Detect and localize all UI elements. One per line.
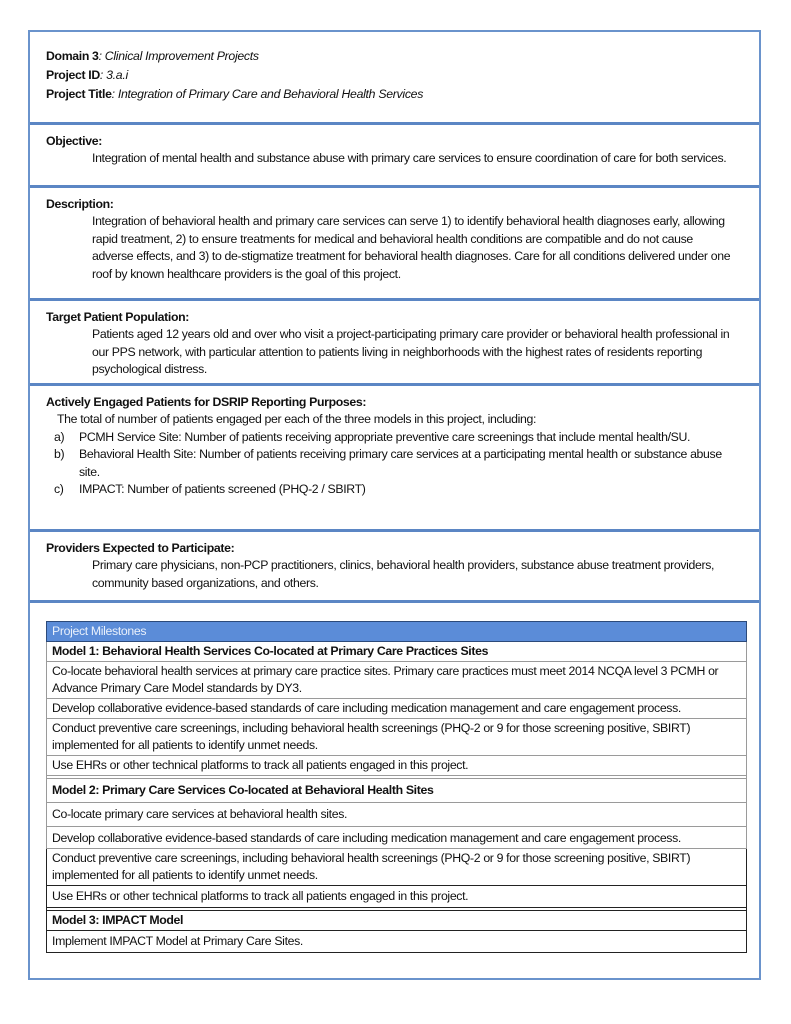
objective-body: Integration of mental health and substance abuse with primary care services to ensure coordination of care for both services. (92, 151, 727, 165)
project-title-value: Integration of Primary Care and Behavioral Health Services (117, 87, 424, 101)
model-3-title: Model 3: IMPACT Model (47, 911, 747, 931)
list-item: b) Behavioral Health Site: Number of patients receiving primary care services at a participating mental health or substance abuse site. (54, 447, 722, 479)
list-item: c) IMPACT: Number of patients screened (PHQ-2 / SBIRT) (54, 482, 366, 497)
model-1-title: Model 1: Behavioral Health Services Co-located at Primary Care Practices Sites (47, 642, 747, 662)
project-id-line: Project ID: 3.a.i (46, 68, 128, 82)
project-sheet-frame (28, 30, 761, 980)
project-id-label: Project ID (46, 68, 100, 82)
milestones-header: Project Milestones (47, 622, 747, 642)
project-title-line: Project Title: Integration of Primary Care and Behavioral Health Services (46, 87, 424, 101)
engaged-patients-title: Actively Engaged Patients for DSRIP Reporting Purposes: (46, 395, 367, 409)
description-body: Integration of behavioral health and primary care services can serve 1) to identify behavioral health diagnoses early, allowing rapid treatment, 2) to ensure treatments for medical and behavioral health conditions are compatible and do not cause adverse effects, and 3) to de-stigmatize treatment for behavioral health diagnoses. Care for all conditions delivered under one roof by known healthcare providers is the goal of this project. (92, 214, 731, 281)
project-title-label: Project Title (46, 87, 112, 101)
engaged-patients-section (30, 386, 759, 532)
milestones-table (46, 621, 747, 953)
objective-section (30, 125, 759, 188)
table-row: Co-locate behavioral health services at primary care practice sites. Primary care practices must meet 2014 NCQA level 3 PCMH or Advance Primary Care Model standards by DY3. (47, 662, 747, 699)
table-row (47, 642, 747, 662)
project-id-value: 3.a.i (106, 68, 128, 82)
providers-title: Providers Expected to Participate: (46, 541, 235, 555)
target-population-section (30, 301, 759, 386)
milestones-header-row (47, 622, 747, 642)
model-2-title: Model 2: Primary Care Services Co-located at Behavioral Health Sites (47, 779, 747, 803)
domain-line: Domain 3: Clinical Improvement Projects (46, 49, 259, 63)
table-row (47, 911, 747, 931)
table-row: Implement IMPACT Model at Primary Care Sites. (47, 931, 747, 953)
objective-title: Objective: (46, 134, 102, 148)
table-row: Conduct preventive care screenings, including behavioral health screenings (PHQ-2 or 9 for those screening positive, SBIRT) implemented for all patients to identify unmet needs. (47, 849, 747, 886)
description-title: Description: (46, 197, 114, 211)
target-population-body: Patients aged 12 years old and over who visit a project-participating primary care provider or behavioral health professional in our PPS network, with particular attention to patients living in neighborhoods with the highest rates of residents reporting psychological distress. (92, 327, 730, 377)
domain-value: Clinical Improvement Projects (104, 49, 259, 63)
project-header (30, 32, 759, 125)
domain-label: Domain 3 (46, 49, 99, 63)
table-row: Use EHRs or other technical platforms to track all patients engaged in this project. (47, 756, 747, 776)
table-row: Develop collaborative evidence-based standards of care including medication management and care engagement process. (47, 699, 747, 719)
table-row: Conduct preventive care screenings, including behavioral health screenings (PHQ-2 or 9 for those screening positive, SBIRT) implemented for all patients to identify unmet needs. (47, 719, 747, 756)
table-row: Co-locate primary care services at behavioral health sites. (47, 803, 747, 827)
table-row: Develop collaborative evidence-based standards of care including medication management and care engagement process. (47, 827, 747, 849)
providers-section (30, 532, 759, 603)
engaged-patients-intro: The total of number of patients engaged per each of the three models in this project, including: (57, 412, 537, 426)
providers-body: Primary care physicians, non-PCP practitioners, clinics, behavioral health providers, substance abuse treatment providers, community based organizations, and others. (92, 558, 715, 590)
engaged-patients-list (46, 429, 743, 499)
target-population-title: Target Patient Population: (46, 310, 190, 324)
table-row: Use EHRs or other technical platforms to track all patients engaged in this project. (47, 886, 747, 908)
description-section (30, 188, 759, 301)
list-item: a) PCMH Service Site: Number of patients receiving appropriate preventive care screenings that include mental health/SU. (54, 429, 691, 444)
table-row (47, 779, 747, 803)
